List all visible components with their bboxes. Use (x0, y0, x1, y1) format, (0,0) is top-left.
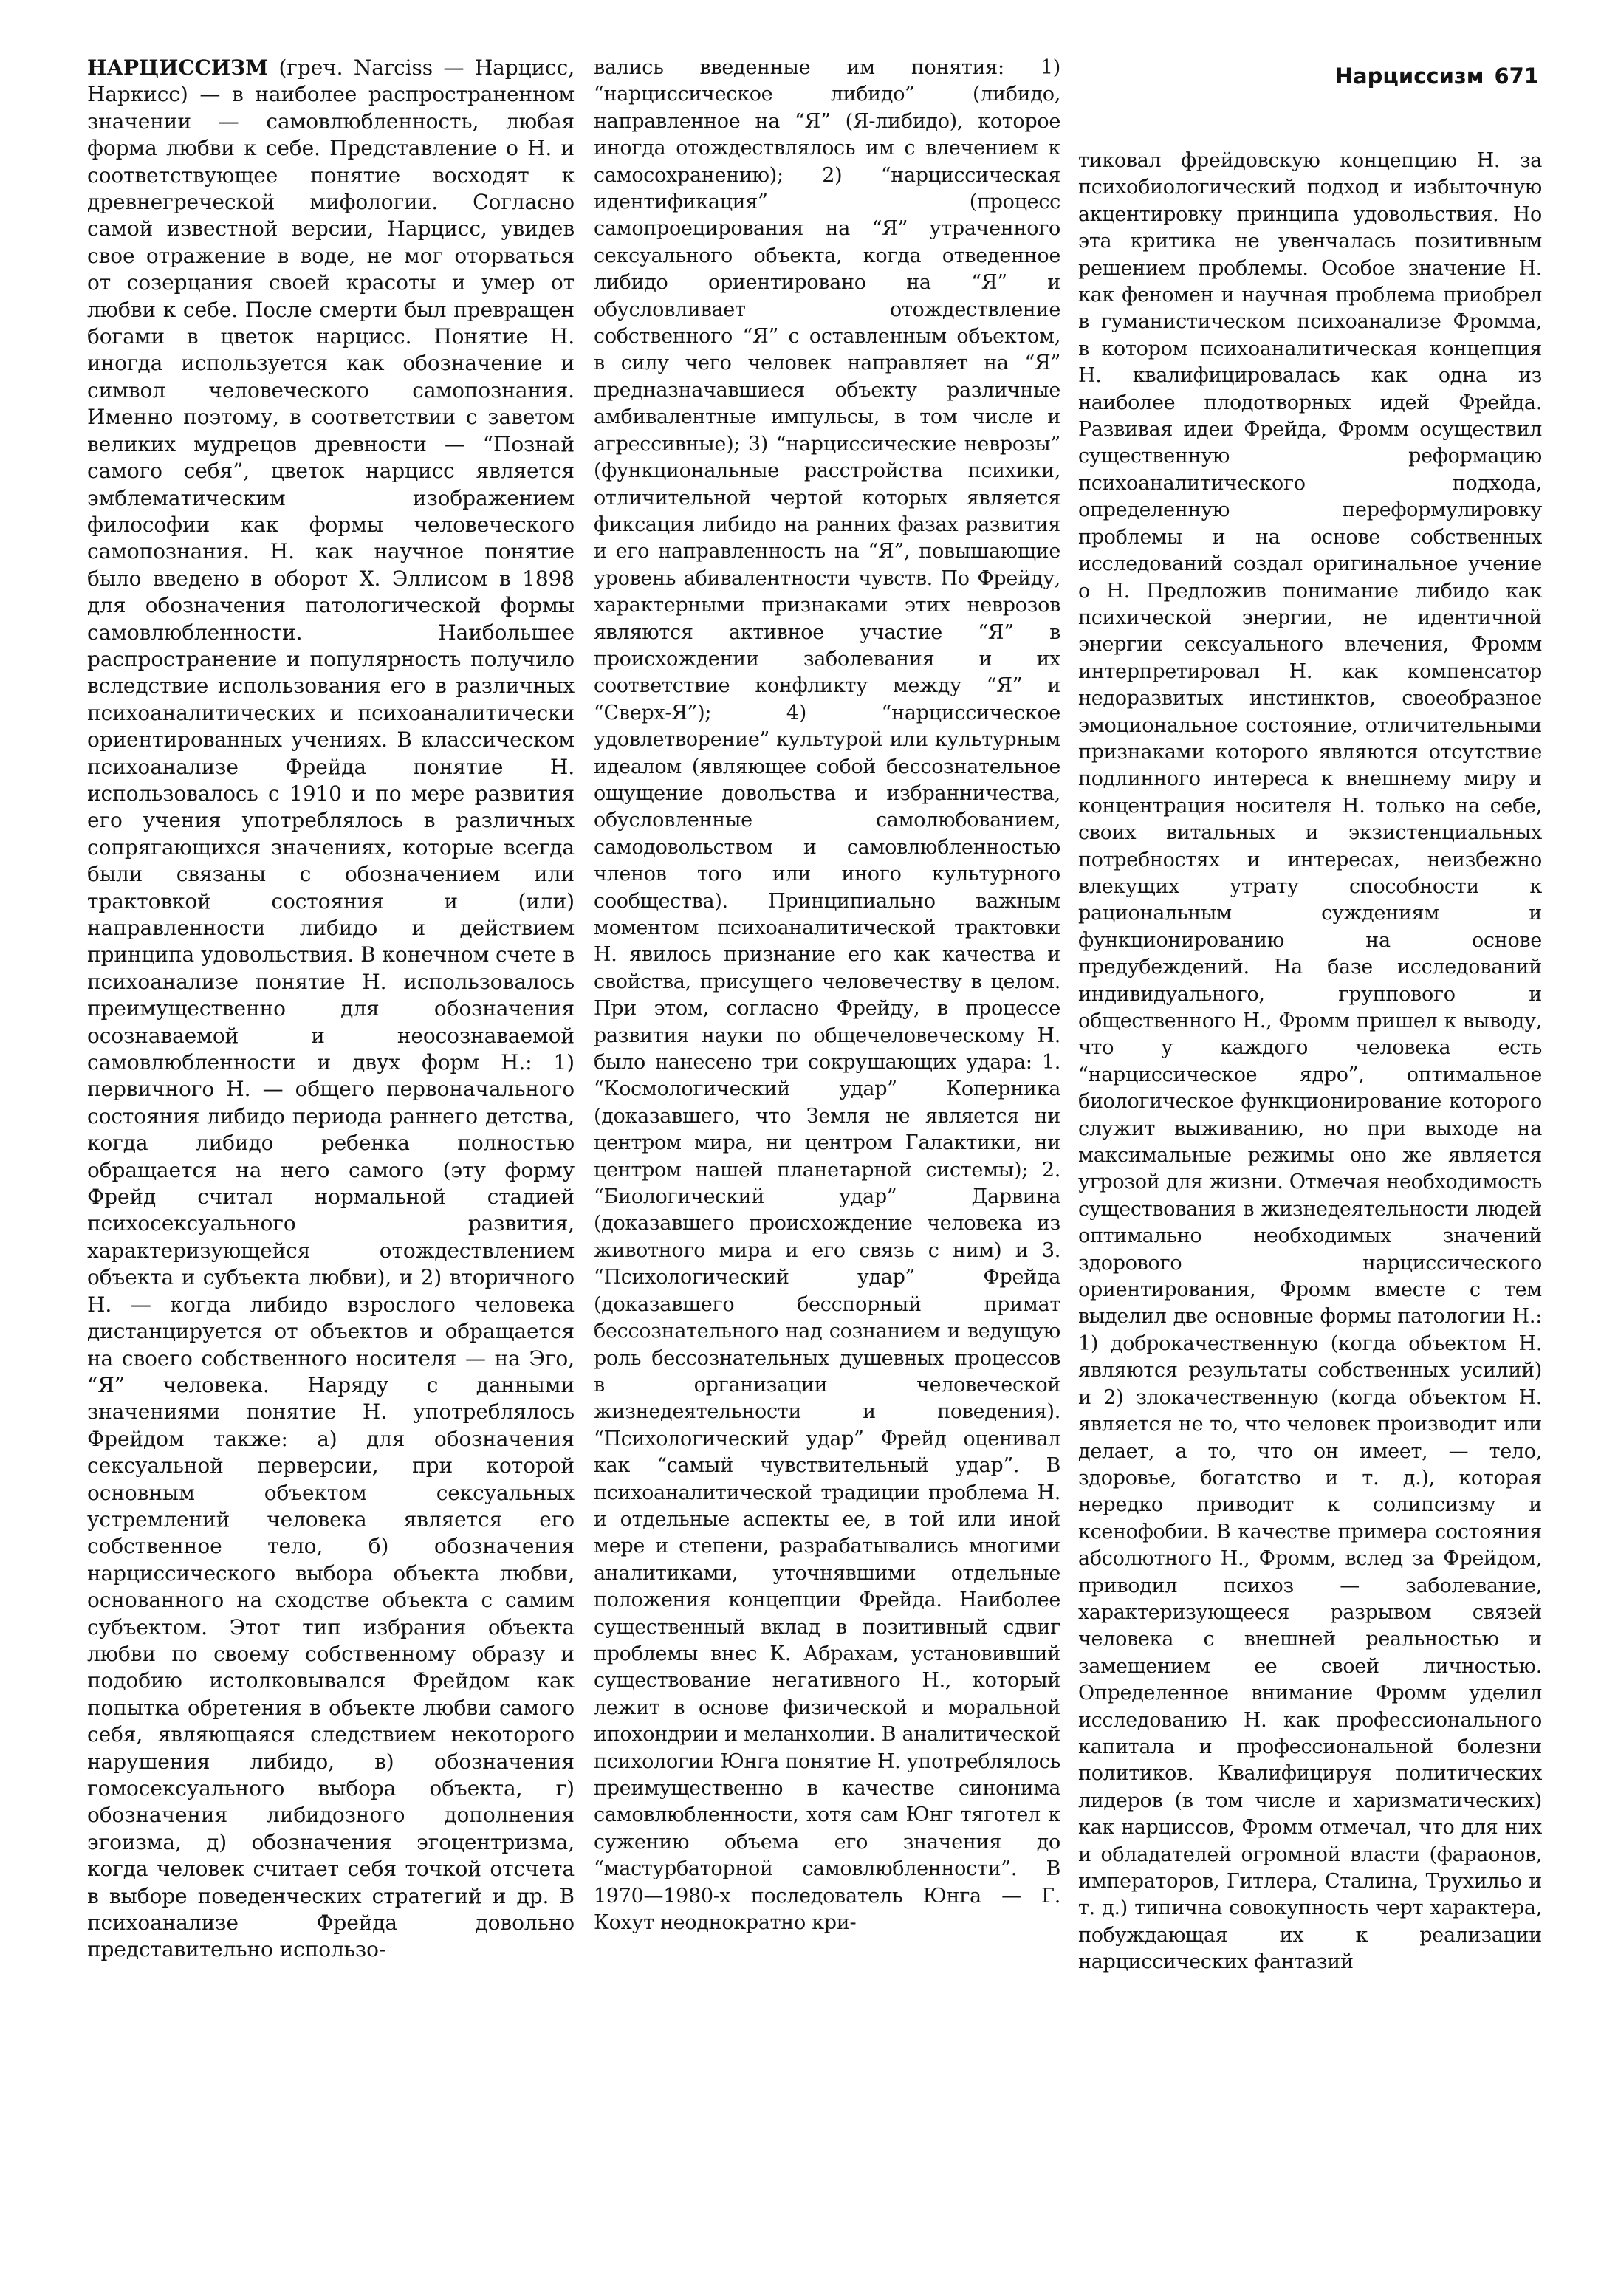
entry-text-2: вались введенные им понятия: 1) “нарциссическое либидо” (либидо, направленное на “Я” (Я-либидо), которое иногда отождествлялось им с влечением к самосохранению); 2) “нарциссическая идентификация” (процесс самопроецирования на “Я” утраченного сексуального объекта, когда отведенное либидо ориентировано на “Я” и обусловливает отождествление собственного “Я” с оставленным объектом, в силу чего человек направляет на “Я” предназначавшиеся объекту различные амбивалентные импульсы, в том числе и агрессивные); 3) “нарциссические неврозы” (функциональные расстройства психики, отличительной чертой которых является фиксация либидо на ранних фазах развития и его направленность на “Я”, повышающие уровень абивалентности чувств. По Фрейду, характерными признаками этих неврозов являются активное участие “Я” в происхождении заболевания и их соответствие конфликту между “Я” и “Сверх-Я”); 4) “нарциссическое удовлетворение” культурой или культурным идеалом (являющее собой бессознательное ощущение довольства и избранничества, обусловленные самолюбованием, самодовольством и самовлюбленностью членов того или иного культурного сообщества). Принципиально важным моментом психоаналитической трактовки Н. явилось признание его как качества и свойства, присущего человечеству в целом. При этом, согласно Фрейду, в процессе развития науки по общечеловеческому Н. было нанесено три сокрушающих удара: 1. “Космологический удар” Коперника (доказавшего, что Земля не является ни центром мира, ни центром Галактики, ни центром нашей планетарной системы); 2. “Биологический удар” Дарвина (доказавшего происхождение человека из животного мира и его связь с ним) и 3. “Психологический удар” Фрейда (доказавшего бесспорный примат бессознательного над сознанием и ведущую роль бессознательных душевных процессов в организации человеческой жизнедеятельности и поведения). “Психологический удар” Фрейд оценивал как “самый чувствительный удар”. В психоаналитической традиции проблема Н. и отдельные аспекты ее, в той или иной мере и степени, разрабатывались многими аналитиками, уточнявшими отдельные положения концепции Фрейда. Наиболее существенный вклад в позитивный сдвиг проблемы внес К. Абрахам, установивший существование негативного Н., который лежит в основе физической и моральной ипохондрии и меланхолии. В аналитической психологии Юнга понятие Н. употреблялось преимущественно в качестве синонима самовлюбленности, хотя сам Юнг тяготел к сужению объема его значения до “мастурбаторной самовлюбленности”. В 1970—1980-х последователь Юнга — Г. Кохут неоднократно кри- (594, 56, 1060, 1935)
entry-text-3: тиковал фрейдовскую концепцию Н. за психобиологический подход и избыточную акцентировку принципа удовольствия. Но эта критика не увенчалась позитивным решением проблемы. Особое значение Н. как феномен и научная проблема приобрел в гуманистическом психоанализе Фромма, в котором психоаналитическая концепция Н. квалифицировалась как одна из наиболее плодотворных идей Фрейда. Развивая идеи Фрейда, Фромм осуществил существенную реформацию психоаналитического подхода, определенную переформулировку проблемы и на основе собственных исследований создал оригинальное учение о Н. Предложив понимание либидо как психической энергии, не идентичной энергии сексуального влечения, Фромм интерпретировал Н. как компенсатор недоразвитых инстинктов, своеобразное эмоциональное состояние, отличительными признаками которого являются отсутствие подлинного интереса к внешнему миру и концентрация носителя Н. только на себе, своих витальных и экзистенциальных потребностях и интересах, неизбежно влекущих утрату способности к рациональным суждениям и функционированию на основе предубеждений. На базе исследований индивидуального, группового и общественного Н., Фромм пришел к выводу, что у каждого человека есть “нарциссическое ядро”, оптимальное биологическое функционирование которого служит выживанию, но при выходе на максимальные режимы оно же является угрозой для жизни. Отмечая необходимость существования в жизнедеятельности людей оптимально необходимых значений здорового нарциссического ориентирования, Фромм вместе с тем выделил две основные формы патологии Н.: 1) доброкачественную (когда объектом Н. являются результаты собственных усилий) и 2) злокачественную (когда объектом Н. является не то, что человек производит или делает, а то, что он имеет, — тело, здоровье, богатство и т. д.), которая нередко приводит к солипсизму и ксенофобии. В качестве примера состояния абсолютного Н., Фромм, вслед за Фрейдом, приводил психоз — заболевание, характеризующееся разрывом связей человека с внешней реальностью и замещением ее своей личностью. Определенное внимание Фромм уделил исследованию Н. как профессионального капитала и профессиональной болезни политиков. Квалифицируя политических лидеров (в том числе и харизматических) как нарциссов, Фромм отмечал, что для них и обладателей огромной власти (фараонов, императоров, Гитлера, Сталина, Трухильо и т. д.) типична совокупность черт характера, побуждающая их к реализации нарциссических фантазий (1078, 149, 1542, 1974)
entry-paragraph-1 (87, 55, 575, 1964)
running-title: Нарциссизм (1334, 64, 1484, 89)
text-column-2 (594, 55, 1060, 1936)
running-head (1335, 64, 1539, 89)
text-column-3 (1078, 148, 1542, 1976)
entry-text-1: (греч. Narciss — Нарцисс, Наркисс) — в наиболее распространенном значении — самовлюбленность, любая форма любви к себе. Представление о Н. и соответствующее понятие восходят к древнегреческой мифологии. Согласно самой известной версии, Нарцисс, увидев свое отражение в воде, не мог оторваться от созерцания своей красоты и умер от любви к себе. После смерти был превращен богами в цветок нарцисс. Понятие Н. иногда используется как обозначение и символ человеческого самопознания. Именно поэтому, в соответствии с заветом великих мудрецов древности — “Познай самого себя”, цветок нарцисс является эмблематическим изображением философии как формы человеческого самопознания. Н. как научное понятие было введено в оборот Х. Эллисом в 1898 для обозначения патологической формы самовлюбленности. Наибольшее распространение и популярность получило вследствие использования его в различных психоаналитических и психоаналитически ориентированных учениях. В классическом психоанализе Фрейда понятие Н. использовалось с 1910 и по мере развития его учения употреблялось в различных сопрягающихся значениях, которые всегда были связаны с обозначением или трактовкой состояния и (или) направленности либидо и действием принципа удовольствия. В конечном счете в психоанализе понятие Н. использовалось преимущественно для обозначения осознаваемой и неосознаваемой самовлюбленности и двух форм Н.: 1) первичного Н. — общего первоначального состояния либидо периода раннего детства, когда либидо ребенка полностью обращается на него самого (эту форму Фрейд считал нормальной стадией психосексуального развития, характеризующейся отождествлением объекта и субъекта любви), и 2) вторичного Н. — когда либидо взрослого человека дистанцируется от объектов и обращается на своего собственного носителя — на Эго, “Я” человека. Наряду с данными значениями понятие Н. употреблялось Фрейдом также: а) для обозначения сексуальной перверсии, при которой основным объектом сексуальных устремлений человека является его собственное тело, б) обозначения нарциссического выбора объекта любви, основанного на сходстве объекта с самим субъектом. Этот тип избрания объекта любви по своему собственному образу и подобию истолковывался Фрейдом как попытка обретения в объекте любви самого себя, являющаяся следствием некоторого нарушения либидо, в) обозначения гомосексуального выбора объекта, г) обозначения либидозного дополнения эгоизма, д) обозначения эгоцентризма, когда человек считает себя точкой отсчета в выборе поведенческих стратегий и др. В психоанализе Фрейда довольно представительно использо- (87, 55, 575, 1962)
entry-term: НАРЦИССИЗМ (87, 55, 269, 80)
text-column-1 (87, 55, 575, 1964)
page-number: 671 (1494, 64, 1539, 89)
